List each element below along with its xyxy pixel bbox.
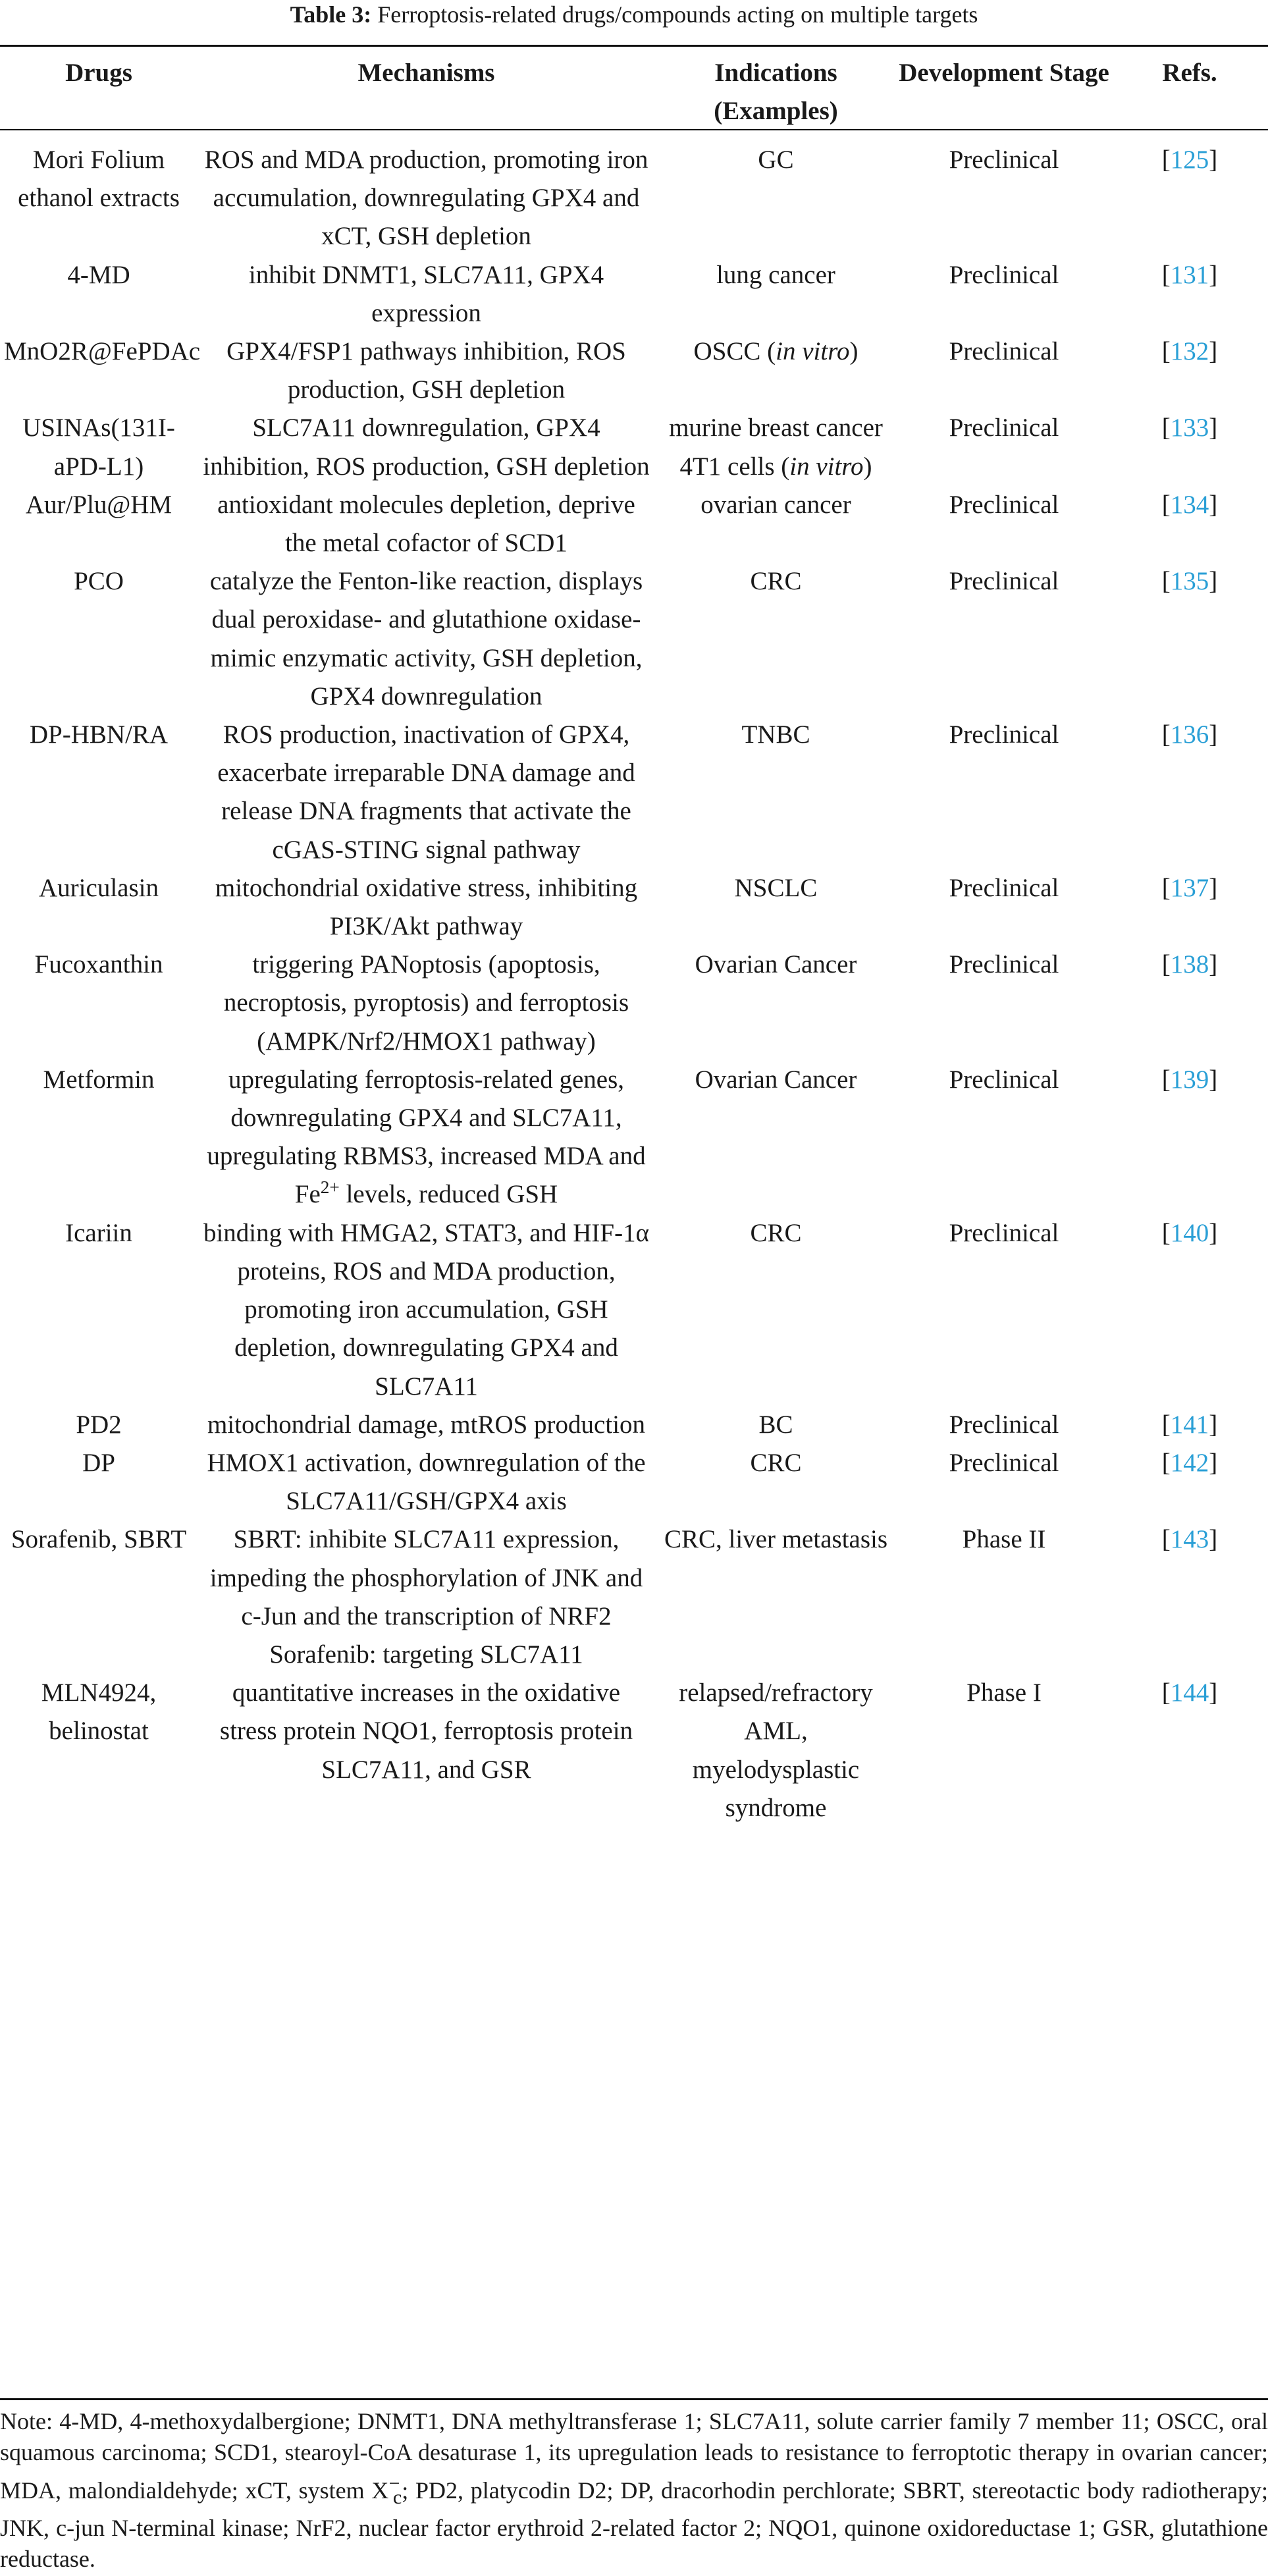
drug-cell: USINAs(131I-aPD-L1) <box>22 414 175 481</box>
ref-cell: [143] <box>1161 1525 1218 1554</box>
ref-link[interactable]: 134 <box>1170 490 1209 519</box>
ref-cell: [137] <box>1161 873 1218 902</box>
table-row <box>0 486 1268 562</box>
ref-link[interactable]: 125 <box>1170 146 1209 174</box>
indication-cell: Ovarian Cancer <box>695 1065 857 1094</box>
note-text-end: ; PD2, platycodin D2; DP, dracorhodin perchlorate; SBRT, stereotactic body radiotherapy; JNK, c-jun N-terminal kinase; NrF2, nuclear factor erythroid 2-related factor 2; NQO1, quinone oxidoreductase 1; GSR, glutathione reductase. <box>0 2477 1268 2573</box>
ref-link[interactable]: 139 <box>1170 1065 1209 1094</box>
indication-cell: lung cancer <box>716 260 835 289</box>
stage-cell: Preclinical <box>949 1218 1059 1247</box>
mechanism-text: upregulating ferroptosis-related genes, downregulating GPX4 and SLC7A11, upregulating RBMS3, increased MDA and Fe <box>207 1065 646 1209</box>
indication-cell: OSCC (in vitro) <box>693 337 859 366</box>
stage-cell: Preclinical <box>949 146 1059 174</box>
table-row <box>0 716 1268 869</box>
ref-cell: [140] <box>1161 1218 1218 1247</box>
ref-cell: [135] <box>1161 567 1218 596</box>
table-header-row <box>0 47 1268 136</box>
indication-cell: murine breast cancer 4T1 cells (in vitro) <box>669 414 883 481</box>
header-indications: Indications (Examples) <box>714 59 838 125</box>
note-superscript: − <box>388 2473 400 2494</box>
indication-cell: CRC, liver metastasis <box>664 1525 888 1554</box>
mechanism-cell: antioxidant molecules depletion, deprive the metal cofactor of SCD1 <box>217 490 635 558</box>
indication-cell: CRC <box>750 1448 802 1477</box>
mechanism-cell: ROS and MDA production, promoting iron accumulation, downregulating GPX4 and xCT, GSH depletion <box>204 146 648 251</box>
ref-link[interactable]: 143 <box>1170 1525 1209 1554</box>
note-text-start: Note: 4-MD, 4-methoxydalbergione; DNMT1, DNA methyltransferase 1; SLC7A11, solute carrier family 7 member 11; OSCC, oral squamous carcinoma; SCD1, stearoyl-CoA desaturase 1, its upregulation leads to resistance to ferroptotic therapy in ovarian cancer; MDA, malondialdehyde; xCT, system X <box>0 2408 1268 2504</box>
indication-cell: Ovarian Cancer <box>695 950 857 979</box>
table-row <box>0 1214 1268 1406</box>
mechanism-cell: HMOX1 activation, downregulation of the SLC7A11/GSH/GPX4 axis <box>207 1448 646 1516</box>
table-row <box>0 1061 1268 1214</box>
stage-cell: Preclinical <box>949 567 1059 596</box>
ref-link[interactable]: 131 <box>1170 260 1209 289</box>
italic-in-vitro: in vitro <box>776 337 850 366</box>
mechanism-text-end: levels, reduced GSH <box>339 1180 558 1209</box>
indication-cell: CRC <box>750 1218 802 1247</box>
drug-cell: Mori Folium ethanol extracts <box>18 146 180 213</box>
ref-link[interactable]: 133 <box>1170 414 1209 443</box>
ref-cell: [142] <box>1161 1448 1218 1477</box>
ref-cell: [141] <box>1161 1410 1218 1439</box>
drug-cell: Icariin <box>65 1218 132 1247</box>
header-stage: Development Stage <box>899 59 1109 87</box>
drug-cell: Metformin <box>43 1065 155 1094</box>
mechanism-cell: ROS production, inactivation of GPX4, exacerbate irreparable DNA damage and release DNA fragments that activate the cGAS-STING signal pathway <box>217 720 635 864</box>
ref-link[interactable]: 140 <box>1170 1218 1209 1247</box>
table-row <box>0 1444 1268 1520</box>
italic-in-vitro: in vitro <box>789 452 864 481</box>
ref-link[interactable]: 136 <box>1170 720 1209 749</box>
table-row <box>0 1406 1268 1444</box>
drug-cell: MnO2R@FePDAc <box>4 337 201 366</box>
top-rule <box>0 45 1268 47</box>
table-note <box>0 2406 1268 2575</box>
stage-cell: Phase II <box>962 1525 1046 1554</box>
indication-cell: relapsed/refractory AML, myelodysplastic syndrome <box>679 1678 873 1822</box>
note-subscript: c <box>392 2486 402 2509</box>
indication-cell: NSCLC <box>734 873 818 902</box>
stage-cell: Phase I <box>966 1678 1042 1707</box>
mechanism-cell: SBRT: inhibite SLC7A11 expression, impeding the phosphorylation of JNK and c-Jun and the transcription of NRF2 Sorafenib: targeting SLC7A11 <box>209 1525 643 1669</box>
indication-cell: GC <box>758 146 794 174</box>
mechanism-cell: binding with HMGA2, STAT3, and HIF-1α proteins, ROS and MDA production, promoting iron accumulation, GSH depletion, downregulating GPX4 and SLC7A11 <box>203 1218 650 1401</box>
mechanism-cell: quantitative increases in the oxidative stress protein NQO1, ferroptosis protein SLC7A11, and GSR <box>219 1678 633 1784</box>
header-mechanisms: Mechanisms <box>357 59 495 87</box>
table-row <box>0 869 1268 946</box>
ref-cell: [136] <box>1161 720 1218 749</box>
drug-cell: PCO <box>74 567 124 596</box>
ref-cell: [138] <box>1161 950 1218 979</box>
stage-cell: Preclinical <box>949 490 1059 519</box>
table-body <box>0 136 1268 1827</box>
mechanism-cell: triggering PANoptosis (apoptosis, necroptosis, pyroptosis) and ferroptosis (AMPK/Nrf2/HMOX1 pathway) <box>223 950 629 1056</box>
indication-cell: BC <box>758 1410 793 1439</box>
stage-cell: Preclinical <box>949 1065 1059 1094</box>
header-drugs: Drugs <box>65 59 132 87</box>
caption-label: Table 3: <box>290 1 372 28</box>
caption-text: Ferroptosis-related drugs/compounds acting on multiple targets <box>371 1 978 28</box>
stage-cell: Preclinical <box>949 414 1059 443</box>
stage-cell: Preclinical <box>949 950 1059 979</box>
mechanism-cell: inhibit DNMT1, SLC7A11, GPX4 expression <box>248 260 604 327</box>
table-row <box>0 946 1268 1061</box>
stage-cell: Preclinical <box>949 873 1059 902</box>
mechanism-cell: mitochondrial oxidative stress, inhibiting PI3K/Akt pathway <box>215 873 638 941</box>
mechanism-cell <box>198 1061 655 1214</box>
table-row <box>0 333 1268 409</box>
stage-cell: Preclinical <box>949 1448 1059 1477</box>
indication-cell: CRC <box>750 567 802 596</box>
table-row <box>0 256 1268 333</box>
table-row <box>0 562 1268 716</box>
drug-cell: Aur/Plu@HM <box>25 490 172 519</box>
drug-cell: MLN4924, belinostat <box>41 1678 157 1746</box>
drug-cell: DP <box>82 1448 115 1477</box>
ref-cell: [133] <box>1161 414 1218 443</box>
stage-cell: Preclinical <box>949 1410 1059 1439</box>
mechanism-cell: SLC7A11 downregulation, GPX4 inhibition, ROS production, GSH depletion <box>203 414 650 481</box>
ref-cell: [144] <box>1161 1678 1218 1707</box>
ref-link[interactable]: 142 <box>1170 1448 1209 1477</box>
table-row <box>0 409 1268 485</box>
table-caption <box>0 0 1268 28</box>
ref-link[interactable]: 138 <box>1170 950 1209 979</box>
drugs-table <box>0 47 1268 1827</box>
drug-cell: PD2 <box>76 1410 122 1439</box>
table-row <box>0 1674 1268 1827</box>
ref-cell: [134] <box>1161 490 1218 519</box>
ref-link[interactable]: 137 <box>1170 873 1209 902</box>
drug-cell: Sorafenib, SBRT <box>11 1525 187 1554</box>
mechanism-cell: mitochondrial damage, mtROS production <box>207 1410 646 1439</box>
stage-cell: Preclinical <box>949 260 1059 289</box>
stage-cell: Preclinical <box>949 720 1059 749</box>
drug-cell: 4-MD <box>67 260 130 289</box>
bottom-rule <box>0 2398 1268 2400</box>
drug-cell: Fucoxanthin <box>34 950 163 979</box>
ref-link[interactable]: 141 <box>1170 1410 1209 1439</box>
table-row <box>0 136 1268 256</box>
drug-cell: DP-HBN/RA <box>29 720 169 749</box>
ref-cell: [132] <box>1161 337 1218 366</box>
indication-cell: ovarian cancer <box>700 490 851 519</box>
ref-cell: [139] <box>1161 1065 1218 1094</box>
drug-cell: Auriculasin <box>39 873 159 902</box>
ref-link[interactable]: 132 <box>1170 337 1209 366</box>
header-refs: Refs. <box>1162 59 1217 87</box>
ref-link[interactable]: 144 <box>1170 1678 1209 1707</box>
ref-cell: [125] <box>1161 146 1218 174</box>
table-row <box>0 1520 1268 1674</box>
mechanism-cell: catalyze the Fenton-like reaction, displays dual peroxidase- and glutathione oxidase-mimic enzymatic activity, GSH depletion, GPX4 downregulation <box>209 567 643 711</box>
ref-cell: [131] <box>1161 260 1218 289</box>
mechanism-superscript: 2+ <box>320 1177 340 1198</box>
indication-cell: TNBC <box>741 720 810 749</box>
mechanism-cell: GPX4/FSP1 pathways inhibition, ROS production, GSH depletion <box>226 337 626 404</box>
stage-cell: Preclinical <box>949 337 1059 366</box>
ref-link[interactable]: 135 <box>1170 567 1209 596</box>
